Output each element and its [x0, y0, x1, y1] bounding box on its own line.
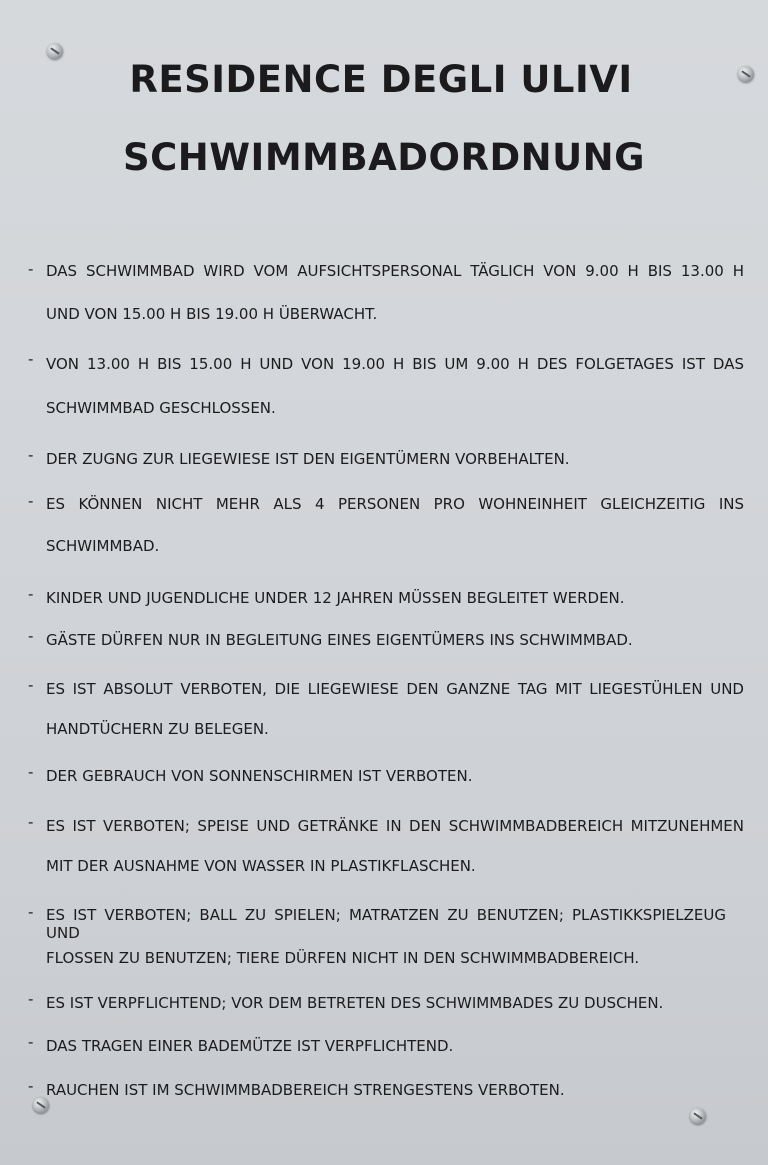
rule-bullet: - — [28, 627, 34, 645]
rule-bullet: - — [28, 990, 34, 1008]
screw-top-left-icon — [47, 43, 63, 59]
screw-bottom-left-icon — [33, 1097, 49, 1113]
sign-title-residence: RESIDENCE DEGLI ULIVI — [129, 58, 633, 101]
rule-text: DER ZUGNG ZUR LIEGEWIESE IST DEN EIGENTÜMERN VORBEHALTEN. — [46, 450, 570, 468]
rule-text: ES KÖNNEN NICHT MEHR ALS 4 PERSONEN PRO WOHNEINHEIT GLEICHZEITIG INS — [46, 495, 744, 513]
rule-text: KINDER UND JUGENDLICHE UNDER 12 JAHREN MÜSSEN BEGLEITET WERDEN. — [46, 589, 625, 607]
rule-text: ES IST VERBOTEN; SPEISE UND GETRÄNKE IN DEN SCHWIMMBADBEREICH MITZUNEHMEN — [46, 817, 744, 835]
rule-text: VON 13.00 H BIS 15.00 H UND VON 19.00 H BIS UM 9.00 H DES FOLGETAGES IST DAS — [46, 355, 744, 373]
rule-text-continued: MIT DER AUSNAHME VON WASSER IN PLASTIKFLASCHEN. — [46, 857, 476, 875]
sign-title-pool-rules: SCHWIMMBADORDNUNG — [122, 136, 646, 179]
rule-text: ES IST VERPFLICHTEND; VOR DEM BETRETEN DES SCHWIMMBADES ZU DUSCHEN. — [46, 994, 664, 1012]
rule-bullet: - — [28, 1077, 34, 1095]
rule-bullet: - — [28, 585, 34, 603]
rule-bullet: - — [28, 492, 34, 510]
rule-text: GÄSTE DÜRFEN NUR IN BEGLEITUNG EINES EIGENTÜMERS INS SCHWIMMBAD. — [46, 631, 633, 649]
rule-bullet: - — [28, 446, 34, 464]
rule-text-continued: UND VON 15.00 H BIS 19.00 H ÜBERWACHT. — [46, 305, 378, 323]
rule-text: DAS TRAGEN EINER BADEMÜTZE IST VERPFLICHTEND. — [46, 1037, 454, 1055]
rule-text: DAS SCHWIMMBAD WIRD VOM AUFSICHTSPERSONAL TÄGLICH VON 9.00 H BIS 13.00 H — [46, 262, 744, 280]
rule-bullet: - — [28, 350, 34, 368]
rule-text-continued: SCHWIMMBAD. — [46, 537, 160, 555]
rule-text-continued: HANDTÜCHERN ZU BELEGEN. — [46, 720, 269, 738]
rule-text-continued: SCHWIMMBAD GESCHLOSSEN. — [46, 399, 276, 417]
rule-text: ES IST VERBOTEN; BALL ZU SPIELEN; MATRATZEN ZU BENUTZEN; PLASTIKKSPIELZEUG UND — [46, 906, 726, 942]
rule-text-continued: FLOSSEN ZU BENUTZEN; TIERE DÜRFEN NICHT IN DEN SCHWIMMBADBEREICH. — [46, 949, 640, 967]
rule-text: RAUCHEN IST IM SCHWIMMBADBEREICH STRENGESTENS VERBOTEN. — [46, 1081, 565, 1099]
rule-text: DER GEBRAUCH VON SONNENSCHIRMEN IST VERBOTEN. — [46, 767, 473, 785]
rule-bullet: - — [28, 676, 34, 694]
rule-bullet: - — [28, 260, 34, 278]
rule-bullet: - — [28, 763, 34, 781]
screw-bottom-right-icon — [690, 1108, 706, 1124]
rule-bullet: - — [28, 903, 34, 921]
rule-bullet: - — [28, 813, 34, 831]
rule-text: ES IST ABSOLUT VERBOTEN, DIE LIEGEWIESE DEN GANZNE TAG MIT LIEGESTÜHLEN UND — [46, 680, 744, 698]
rule-bullet: - — [28, 1033, 34, 1051]
